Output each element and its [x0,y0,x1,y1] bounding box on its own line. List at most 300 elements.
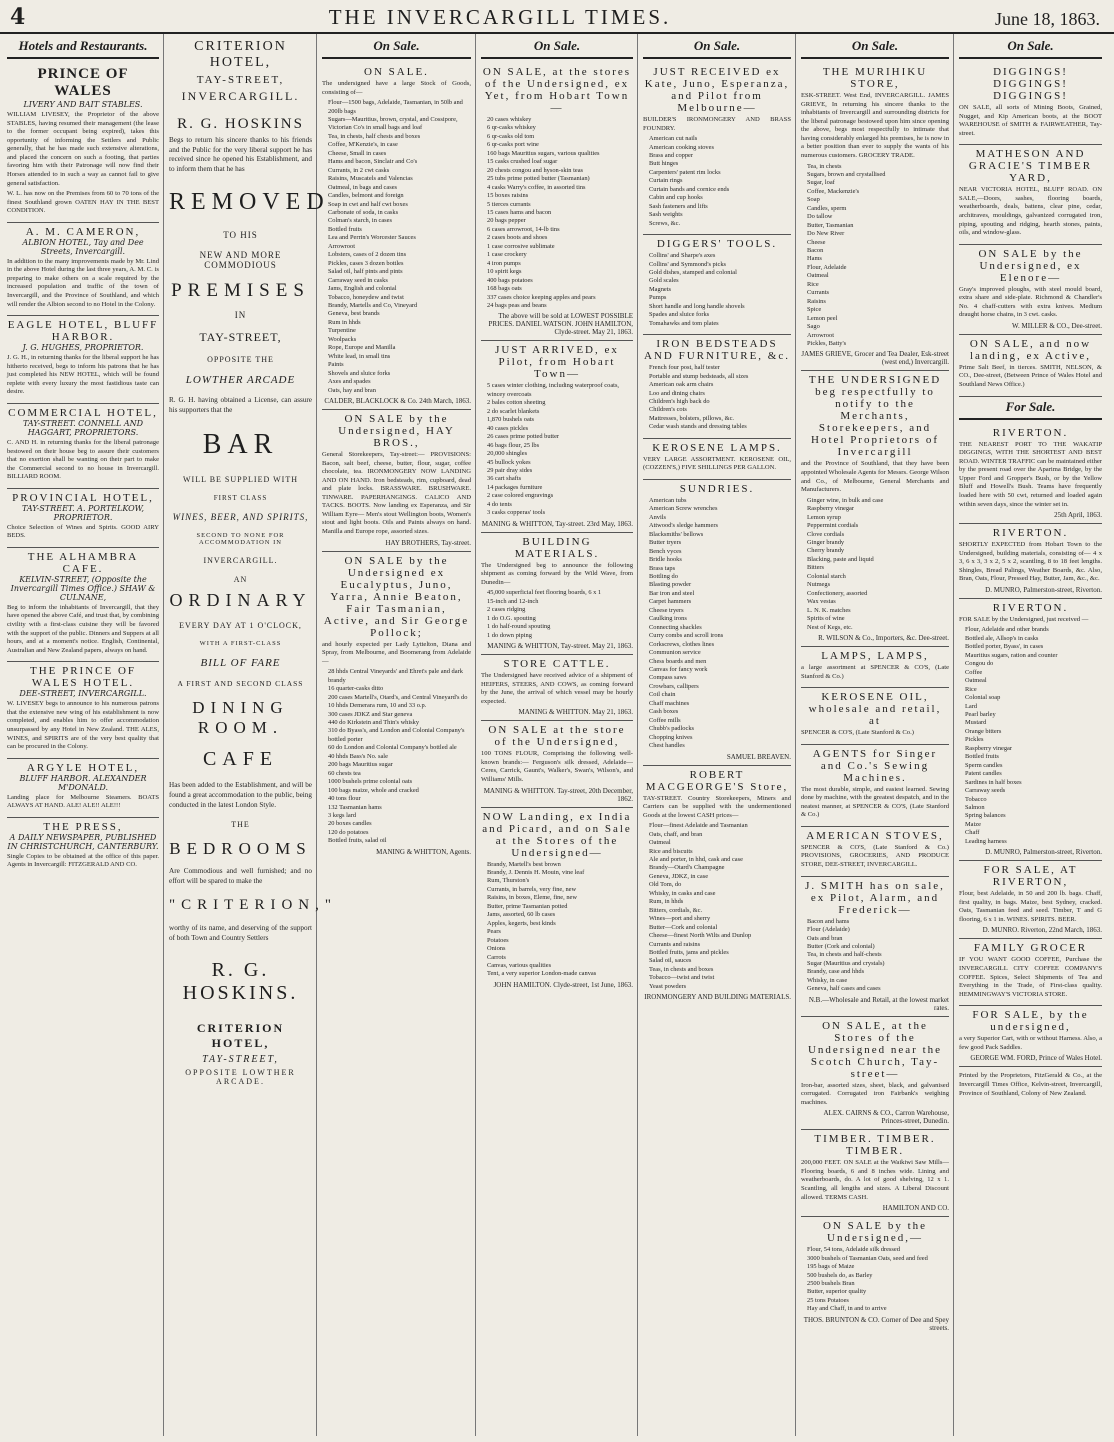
column-on-sale-3 [640,34,796,1436]
ad-lead: ON SALE, at the Stores of the Undersigned near the Scotch Church, Tay-street— [807,1019,943,1080]
goods-item: Spring balances [965,812,1006,820]
goods-list [801,918,949,994]
advertisement [959,424,1102,525]
column-on-sale-2 [478,34,638,1436]
goods-item: Axes and spades [328,378,371,386]
goods-item: Cheese tryers [649,606,684,614]
goods-item: Bench vyces [649,547,682,555]
goods-item: Orange bitters [965,727,1002,735]
advertisement [7,404,159,489]
goods-item: Tobacco, honeydew and twist [328,293,404,301]
ad-body: SHORTLY EXPECTED from Hobart Town to the Undersigned, building materials, consisting of— 4 x 3, 6 x 3, 3 x 2, 5 x 2, scantling, 8 to 18 feet lengths. Shingles, Bread Palings, Weather Boards, &c. Also, Bran, Oats, Flour, Pressed Hay, Butter, Jam, &c., &c. [959,541,1102,583]
ad-lead: THE MURIHIKU STORE, [822,66,928,90]
goods-item: 310 do Byass's, and London and Colonial Company's bottled porter [328,727,465,743]
goods-item: Bottled fruits, salad oil [328,837,387,845]
goods-item: Sash fasteners and lifts [649,202,708,210]
criterion-owner: R. G. HOSKINS [177,116,304,132]
ad-title: A. M. CAMERON, [25,225,141,238]
goods-item: Screws, &c. [649,219,681,227]
goods-item: Spades and sluice forks [649,311,710,319]
advertisement [801,63,949,371]
goods-item: 200 bags Mauritius sugar [328,761,393,769]
criterion-arcade: LOWTHER ARCADE [185,373,296,386]
advertisement [322,63,471,410]
criterion-invercargill: INVERCARGILL. [203,556,278,566]
ad-title: ARGYLE HOTEL, [26,761,140,774]
goods-item: 1 do half-round spouting [487,623,551,631]
goods-item: Oatmeal, in bags and cases [328,183,398,191]
advertisement [959,335,1102,397]
ad-lead: FOR SALE, AT RIVERTON, [983,864,1078,889]
goods-item: Curtain bands and cornice ends [649,185,730,193]
goods-item: Nutmegs [807,581,831,589]
ad-lead: KEROSENE OIL, wholesale and retail, at [808,691,942,728]
goods-item: Rum, Thurston's [487,877,530,885]
ad-lead: NOW Landing, ex India and Picard, and on Sale at the Stores of the Undersigned— [482,810,632,859]
ad-title: COMMERCIAL HOTEL, [8,406,158,419]
ad-title: THE PRESS, [43,820,123,833]
goods-item: Pumps [649,294,667,302]
goods-item: 1000 bushels prime colonial oats [328,778,413,786]
ad-signature: D. MUNRO, Palmerston-street, Riverton. [985,585,1102,594]
goods-item: Salmon [965,803,985,811]
ad-body: BUILDER'S IRONMONGERY AND BRASS FOUNDRY. [643,116,791,132]
goods-list [322,668,471,846]
goods-item: Pickles [965,736,984,744]
goods-item: Cheese [807,238,826,246]
advertisement [7,223,159,316]
goods-item: Soap in cwt and half cwt boxes [328,200,408,208]
ad-title: PROVINCIAL HOTEL, [12,491,154,504]
ad-signature: MANING & WHITTON, Tay-street. May 21, 1863. [487,642,633,651]
goods-item: Bottled fruits [328,225,362,233]
goods-item: Salad oil, sauces [649,957,692,965]
criterion-bill-of-fare: BILL OF FARE [200,657,281,670]
advertisement [801,1130,949,1217]
section-header: On Sale. [481,36,633,59]
ad-signature: R. WILSON & Co., Importers, &c. Dee-street. [818,633,949,642]
criterion-every-day: EVERY DAY AT 1 O'CLOCK, [179,621,302,631]
ad-body: and hourly expected per Lady Lyttelton, Diana and Spray, from Melbourne, and Boomerang from Adelaide— [322,640,471,665]
criterion-ordinary: ORDINARY [169,590,312,611]
goods-item: Yeast powders [649,982,687,990]
ad-signature: JOHN HAMILTON. Clyde-street, 1st June, 1863. [493,980,633,989]
goods-item: 1 case corrosive sublimate [487,242,555,250]
goods-item: 20 bags pepper [487,217,526,225]
goods-item: 195 bags of Maize [807,1263,855,1271]
ad-signature: D. MUNRO. Riverton, 22nd March, 1863. [982,926,1102,935]
advertisement [643,480,791,766]
criterion-first-class: FIRST CLASS [213,494,268,503]
goods-list [481,116,633,310]
ad-body: 200,000 FEET. ON SALE at the Waikiwi Saw Mills— Flooring boards, 6 and 8 inches wide. Lining and weatherboards, do. A lot of good shelving, 12 x 1. Scantling, all lengths and sizes. A Liberal Discount allowed. TERMS CASH. [801,1159,949,1201]
goods-item: Bar iron and steel [649,589,695,597]
goods-item: Bottled fruits [965,753,999,761]
goods-item: Bottled fruits, jams and pickles [649,949,729,957]
ad-signature: ALEX. CAIRNS & CO., Carron Warehouse, Princes-street, Dunedin. [823,1109,949,1126]
goods-item: Bottled ale, Allsop's in casks [965,634,1039,642]
advertisement [959,145,1102,244]
goods-item: Caulking irons [649,615,687,623]
goods-item: Anvils [649,513,667,521]
ad-subtitle: TAY-STREET. CONNELL AND HAGGART, PROPRIETORS. [22,418,144,437]
criterion-an: AN [233,575,248,585]
goods-item: Raspberry vinegar [807,505,855,513]
goods-item: Apples, kegerts, best kinds [487,919,556,927]
advertisement [7,548,159,662]
ad-body: 100 TONS FLOUR, Comprising the following well-known brands:— Ferguson's silk dressed, Adelaide—Ceres, Carrick, Gaunt's, Walker's, Swan's, Wilson's, and Williams' Mills. [481,750,633,784]
criterion-cafe-body: Has been added to the Establishment, and will be found a great accommodation to the public, being conducted in the latest London Style. [169,781,312,809]
goods-item: Chess boards and men [649,657,707,665]
goods-list [801,497,949,632]
goods-item: Butter, superior quality [807,1288,867,1296]
ad-signature: N.B.—Wholesale and Retail, at the lowest market rates. [808,995,949,1012]
goods-item: Butter (Cork and colonial) [807,942,875,950]
goods-item: Cabin and cup hooks [649,194,703,202]
goods-item: 26 cases prime potted butter [487,433,560,441]
advertisement [481,63,633,341]
goods-list [643,822,791,991]
goods-item: Flour, Adelaide [807,263,847,271]
ad-body: The Undersigned have received advice of a shipment of HEIFERS, STEERS, AND COWS, as coming forward by the June, the arrival of which vessel may be hourly expected. [481,672,633,705]
ad-signature: IRONMONGERY AND BUILDING MATERIALS. [644,993,791,1002]
ad-body: FOR SALE by the Undersigned, just received — [959,615,1089,623]
goods-item: Loo and dining chairs [649,389,705,397]
ad-extra: W. L. has now on the Premises from 60 to 70 tons of the finest Southland grown OATEN HAY IN THE BEST CONDITION. [7,190,159,215]
goods-item: Mattresses, bolsters, pillows, &c. [649,414,735,422]
ad-lead: J. SMITH has on sale, ex Pilot, Alarm, and Frederick— [805,879,945,916]
goods-item: Pearl barley [965,710,996,718]
criterion-footer-opposite: OPPOSITE LOWTHER ARCADE. [185,1068,296,1087]
ad-subtitle: BLUFF HARBOR. ALEXANDER M'DONALD. [19,773,147,792]
goods-item: Peppermint cordials [807,522,859,530]
goods-item: 5 cases winter clothing, including waterproof coats, wincey overcoats [487,382,620,398]
goods-item: Blacking, paste and liquid [807,555,874,563]
goods-item: American oak arm chairs [649,381,714,389]
advertisement [643,235,791,335]
goods-item: Raisins, in boxes, Eleme, fine, new [487,894,577,902]
ad-lead: ON SALE by the Undersigned,— [822,1220,928,1245]
goods-item: 2 bales cotton sheeting [487,399,546,407]
ad-lead: AMERICAN STOVES, [806,829,944,842]
goods-item: Sugars, brown and crystallised [807,170,886,178]
advertisement [643,335,791,439]
goods-item: Currants, in barrels, very fine, new [487,885,577,893]
goods-item: Coffee [965,668,983,676]
ad-body: THE NEAREST PORT TO THE WAKATIP DIGGINGS, WITH THE SHORTEST AND BEST ROAD. WINTER TRAFFIC can be maintained either by the present road over the Aparima Bridge, by the Upper Ford and Gropper's Bush, or by the Yellow Bluff and Howell's Bush. Teams have frequently loaded here with 50 cwt, returned and loaded again within seven days, since the winter set in. [959,440,1102,508]
goods-item: Mauritius sugars, ration and counter [965,651,1058,659]
goods-item: Canvas for fancy work [649,666,708,673]
goods-item: Sugar (Mauritius and crystals) [807,959,885,967]
criterion-licence: R. G. H. having obtained a License, can assure his supporters that the [169,395,312,414]
column-on-sale-4 [798,34,954,1436]
goods-item: 4 do tents [487,500,512,508]
goods-item: Chaff machines [649,699,690,707]
goods-item: Butt hinges [649,160,679,168]
ad-body: The undersigned have a large Stock of Goods, consisting of— [322,80,471,96]
advertisement [801,371,949,647]
goods-item: 20 boxes candles [328,820,372,828]
column-on-sale-1 [319,34,476,1436]
goods-item: Currants and raisins [649,940,701,948]
goods-item: Do New River [807,230,845,238]
criterion-footer-title: CRITERION HOTEL, [196,1021,285,1051]
goods-item: 6 qr-casks old tom [487,132,535,140]
ad-body: Beg to inform the inhabitants of Invercargill, that they have opened the above Café, and trust that, by combining civility with a first-class cuisine they will be favored with the support of the public. Dinners and Suppers at all hours, and at a moment's notice. English, Continental, Australian and New Zealand papers, always on hand. [7,603,159,654]
advertisement [481,341,633,532]
ad-subtitle: LIVERY AND BAIT STABLES. [23,100,143,109]
issue-date: June 18, 1863. [994,9,1100,29]
goods-item: Lobsters, cases of 2 dozen tins [328,251,407,259]
goods-item: Geneva, half cases and cases [807,985,881,993]
ad-body: The Undersigned beg to announce the following shipment as coming forward by the Wild Wave, from Dunedin— [481,561,633,586]
goods-item: Woolpacks [328,335,357,343]
goods-item: Raspberry vinegar [965,744,1013,752]
goods-list [481,382,633,517]
goods-item: Sugars—Mauritius, brown, crystal, and Cossipore, Victorian Co's in small bags and loaf [328,116,458,132]
goods-item: Lea and Perrin's Worcester Sauces [328,234,416,242]
goods-item: 45 bullock yokes [487,458,531,466]
advertisement [959,1006,1102,1067]
goods-item: 168 bags oats [487,285,522,293]
goods-item: 10 spirit kegs [487,268,522,276]
advertisement [643,439,791,480]
ad-lead: ON SALE. [364,66,429,78]
advertisement [7,489,159,548]
ad-signature: SAMUEL BREAVEN. [726,752,791,761]
goods-item: Cheese—finest North Wilts and Dunlop [649,932,752,940]
goods-item: Carbonate of soda, in casks [328,209,399,217]
advertisement [959,599,1102,861]
goods-item: Butter, Tasmanian [807,221,854,229]
ad-body: IF YOU WANT GOOD COFFEE, Purchase the INVERCARGILL CITY COFFEE COMPANY'S COFFEE. Spices, Select Shipments of Tea and Everything in the Trade, of First-class quality. HEMMINGWAY'S VICTORIA STORE. [959,956,1102,998]
goods-item: Rum, in hhds [649,898,684,906]
goods-item: Rice [807,280,819,288]
goods-item: Tobacco [965,795,987,803]
goods-item: Onions [487,945,506,953]
goods-list [481,861,633,979]
goods-item: 3000 bushels of Tasmanian Oats, seed and feed [807,1254,928,1262]
goods-item: 46 bags flour, 25 lbs [487,441,540,449]
goods-item: 15-inch and 12-inch [487,597,539,605]
ad-body: NEAR VICTORIA HOTEL, BLUFF ROAD. ON SALE,—Doors, sashes, flooring boards, weatherboards, deals, battens, clear pine, cedar, architraves, mouldings, galvanized corrugated iron, piping, spouting and ridging, hearth stones, paints, oils, and window-glass. [959,186,1102,237]
goods-item: 15 casks crushed loaf sugar [487,158,558,166]
goods-item: Paints [328,361,344,369]
goods-item: Carpet hammers [649,598,692,606]
advertisement [481,533,633,655]
ad-body: J. G. H., in returning thanks for the liberal support he has hitherto received, begs to inform his patrons that he has just completed his NEW HOTEL, which will be found replete with every luxury the most fastidious taste can desire. [7,354,159,396]
goods-item: Flour, 54 tons, Adelaide silk dressed [807,1246,900,1254]
goods-item: 20 chests congou and hyson-skin teas [487,166,584,174]
goods-item: Oatmeal [807,272,829,280]
ad-subtitle: DEE-STREET, INVERCARGILL. [19,689,147,699]
ad-signature: JAMES GRIEVE, Grocer and Tea Dealer, Esk-street (west end,) Invercargill. [801,350,949,367]
newspaper-title: THE INVERCARGILL TIMES. [328,5,672,29]
goods-item: 60 do London and Colonial Company's bottled ale [328,744,457,752]
criterion-to-his: TO HIS [223,229,258,240]
advertisement [801,745,949,827]
goods-item: 2500 bushels Bran [807,1279,855,1287]
goods-item: 40 cases pickles [487,424,529,432]
goods-item: Cheese, Small in cases [328,149,387,157]
goods-item: 337 cases choice keeping apples and pears [487,293,596,301]
goods-item: Arrowroot [328,242,355,250]
advertisement [959,861,1102,939]
goods-item: 6 qr-casks whiskey [487,124,536,132]
goods-item: Sardines in half boxes [965,778,1022,786]
goods-item: Butter, prime Tasmanian potted [487,902,568,910]
masthead [0,2,1114,34]
ad-lead: KEROSENE LAMPS. [652,441,782,454]
ad-lead: RIVERTON. [992,426,1069,439]
advertisement [959,1067,1102,1104]
advertisement [7,662,159,758]
goods-item: Compass saws [649,674,687,682]
ad-lead: ON SALE by the Undersigned, ex Elenore— [978,247,1083,284]
ad-signature: MANING & WHITTON. May 21, 1863. [518,708,633,717]
goods-item: 25 tons Potatoes [807,1296,849,1304]
advertisement [959,63,1102,145]
ad-subtitle: A DAILY NEWSPAPER, PUBLISHED IN CHRISTCHURCH, CANTERBURY. [7,832,159,851]
ad-signature: MANING & WHITTON, Agents. [376,847,471,856]
ad-lead: STORE CATTLE. [503,658,611,671]
goods-item: 29 pair dray sides [487,466,533,474]
criterion-quote: "CRITERION," [169,896,337,913]
goods-item: Turpentine [328,327,356,335]
criterion-removed: REMOVED [169,188,330,215]
ad-body: a large assortment at SPENCER & CO'S, (Late Stanford & Co.) [801,663,949,680]
ad-signature: 25th April, 1863. [1054,511,1102,520]
goods-item: Magnets [649,285,672,293]
goods-item: French four post, half tester [649,364,720,372]
goods-item: Rope, Europe and Manilla [328,344,396,352]
goods-item: 1 do down piping [487,631,532,639]
goods-item: 6 qr-casks port wine [487,141,539,149]
goods-item: Bitters [807,564,825,572]
goods-item: Soap [807,196,820,204]
goods-item: Coffee mills [649,716,681,724]
goods-item: Shovels and sluice forks [328,369,391,377]
goods-item: 160 bags Mauritius sugars, various qualities [487,149,600,157]
goods-list [801,1246,949,1314]
goods-item: Cedar wash stands and dressing tables [649,423,747,431]
goods-item: Rum in hhds [328,318,361,326]
ad-body: Single Copies to be obtained at the office of this paper. Agents in Invercargill: FITZGERALD AND CO. [7,852,159,869]
goods-item: 400 bags potatoes [487,276,533,284]
ad-signature: The above will be sold at LOWEST POSSIBLE PRICES. DANIEL WATSON. JOHN HAMILTON, Clyde-street. May 21, 1863. [488,312,633,337]
section-header: On Sale. [322,36,471,59]
ad-lead: LAMPS, LAMPS, [821,649,929,662]
goods-item: Rice and biscuits [649,847,693,855]
criterion-town: INVERCARGILL. [181,89,300,103]
goods-item: Ginger wine, in bulk and case [807,496,884,504]
goods-item: 4 iron pumps [487,259,521,267]
goods-item: Sugar, loaf [807,179,835,187]
goods-item: Carrots [487,953,506,961]
goods-item: Children's cots [649,406,687,414]
advertisement [959,939,1102,1006]
criterion-title: CRITERION HOTEL, [194,39,287,70]
criterion-the: THE [231,820,250,830]
ad-body: and the Province of Southland, that they have been appointed Wholesale Agents for Messrs. George Wilson and Co., of Melbourne, General Merchants and Manufacturers. [801,460,949,494]
ad-lead: RIVERTON. [992,601,1069,614]
ad-body: TAY-STREET. Country Storekeepers, Miners and Carriers can be supplied with the undermentioned Goods at the lowest CASH prices— [643,794,791,819]
criterion-with-first: WITH A FIRST-CLASS [199,640,282,648]
goods-item: 15 cases hams and bacon [487,208,552,216]
ad-body: General Storekeepers, Tay-street:— PROVISIONS: Bacon, salt beef, cheese, butter, flour, sugar, coffee chocolate, tea. IRONMONGERY NOW LANDING AND ON HAND. Iron bedsteads, rim, cupboard, dead and plate locks. BRASSWARE. BRUSHWARE. TINWARE. PAPERHANGINGS. CALICO AND TACKS. BOOTS. Now landing ex Esperanza, and Sir William Eyre— Men's stout Wellington boots, Women's stout and light boots. Oils and Paints always on hand. Manilla and Europe rope, assorted sizes. [322,450,471,536]
goods-item: 2 case colored engravings [487,492,554,500]
goods-item: Whisky, in casks and case [649,889,716,897]
ad-signature: CALDER, BLACKLOCK & Co. 24th March, 1863. [324,396,471,405]
goods-item: Carraway seeds [965,787,1006,795]
goods-item: 132 Tasmanian hams [328,803,382,811]
criterion-premises: PREMISES [171,279,310,301]
ad-body: Prime Salt Beef, in tierces. SMITH, NELSON, & CO., Dee-street, (Between Prince of Wales Hotel and Southland News Office.) [959,363,1102,388]
ad-signature: MANING & WHITTON, Tay-street. 23rd May, 1863. [481,519,633,528]
ad-subtitle: J. G. HUGHES, PROPRIETOR. [22,343,144,353]
goods-item: Attwood's sledge hammers [649,522,718,530]
page-number: 4 [10,4,26,30]
goods-item: Gold dishes, stamped and colonial [649,269,737,277]
goods-item: Arrowroot [807,331,834,339]
goods-item: White lead, in small tins [328,352,391,360]
ad-body: C. AND H. in returning thanks for the liberal patronage bestowed on their house beg to assure their customers that no exertion shall be wanting on their part to make the Commercial second to no house in Invercargill. BILLIARD ROOM. [7,438,159,481]
goods-item: Hams [807,255,822,263]
ad-body: W. LIVESEY begs to announce to his numerous patrons that the extensive new wing of his establishment is now completed, and enables him to offer accommodation unsurpassed by any Hotel in New Zealand. THE ALES, WINES, and SPIRITS are of the very best quality that can be procured in the Colony. [7,700,159,751]
advertisement [481,808,633,993]
goods-item: Bridle hooks [649,556,682,564]
goods-item: Carpenters' patent rim locks [649,168,721,176]
goods-item: 3 kegs lard [328,812,357,819]
goods-item: 1 case crockery [487,251,527,259]
criterion-bar: BAR [202,429,279,461]
ad-lead: THE UNDERSIGNED beg respectfully to notify to the Merchants, Storekeepers, and Hotel Proprietors of Invercargill [808,374,942,459]
goods-item: Corkscrews, clothes lines [649,640,715,648]
goods-item: Wax vestas [807,598,836,606]
goods-item: 1,870 bushels oats [487,416,535,424]
criterion-supplied: WILL BE SUPPLIED WITH [183,475,298,485]
ad-title: PRINCE OF WALES [37,66,129,99]
goods-item: Pickles, Batty's [807,340,847,348]
ad-lead: JUST ARRIVED, ex Pilot, from Hobart Town— [495,344,619,381]
goods-item: 40 hhds Bass's No. sale [328,752,388,760]
goods-item: 45,000 superficial feet flooring boards, 6 x 1 [487,589,602,597]
goods-item: Oats and bran [807,934,843,942]
goods-item: Tobacco—twist and twist [649,974,715,982]
goods-item: Communion service [649,649,701,657]
goods-item: Coffee, Mackenzie's [807,187,860,195]
goods-item: Chopping knives [649,733,693,741]
goods-item: Jams, assorted, 60 lb cases [487,911,556,919]
goods-item: 16 quarter-casks ditto [328,685,384,693]
goods-item: Butter tryers [649,539,682,547]
goods-item: Chaff [965,829,980,837]
criterion-wines: WINES, BEER, AND SPIRITS, [172,512,309,523]
goods-item: Tent, a very superior London-made canvas [487,970,597,978]
criterion-worthy: worthy of its name, and deserving of the support of both Town and Country Settlers [169,923,312,942]
ad-lead: TIMBER. TIMBER. TIMBER. [814,1133,936,1158]
goods-item: American Screw wrenches [649,505,718,513]
goods-item: 28 hhds Central Vineyards' and Ehret's pale and dark brandy [328,668,463,684]
goods-item: Curtain rings [649,177,683,185]
goods-list [959,626,1102,846]
goods-item: 500 bushels do, as Barley [807,1271,873,1279]
goods-list [322,99,471,395]
goods-item: Jams, English and colonial [328,285,397,293]
criterion-footer-street: TAY-STREET, [202,1054,279,1066]
ad-lead: RIVERTON. [992,527,1069,540]
ad-signature: MANING & WHITTON. Tay-street, 20th December, 1862. [483,786,633,803]
